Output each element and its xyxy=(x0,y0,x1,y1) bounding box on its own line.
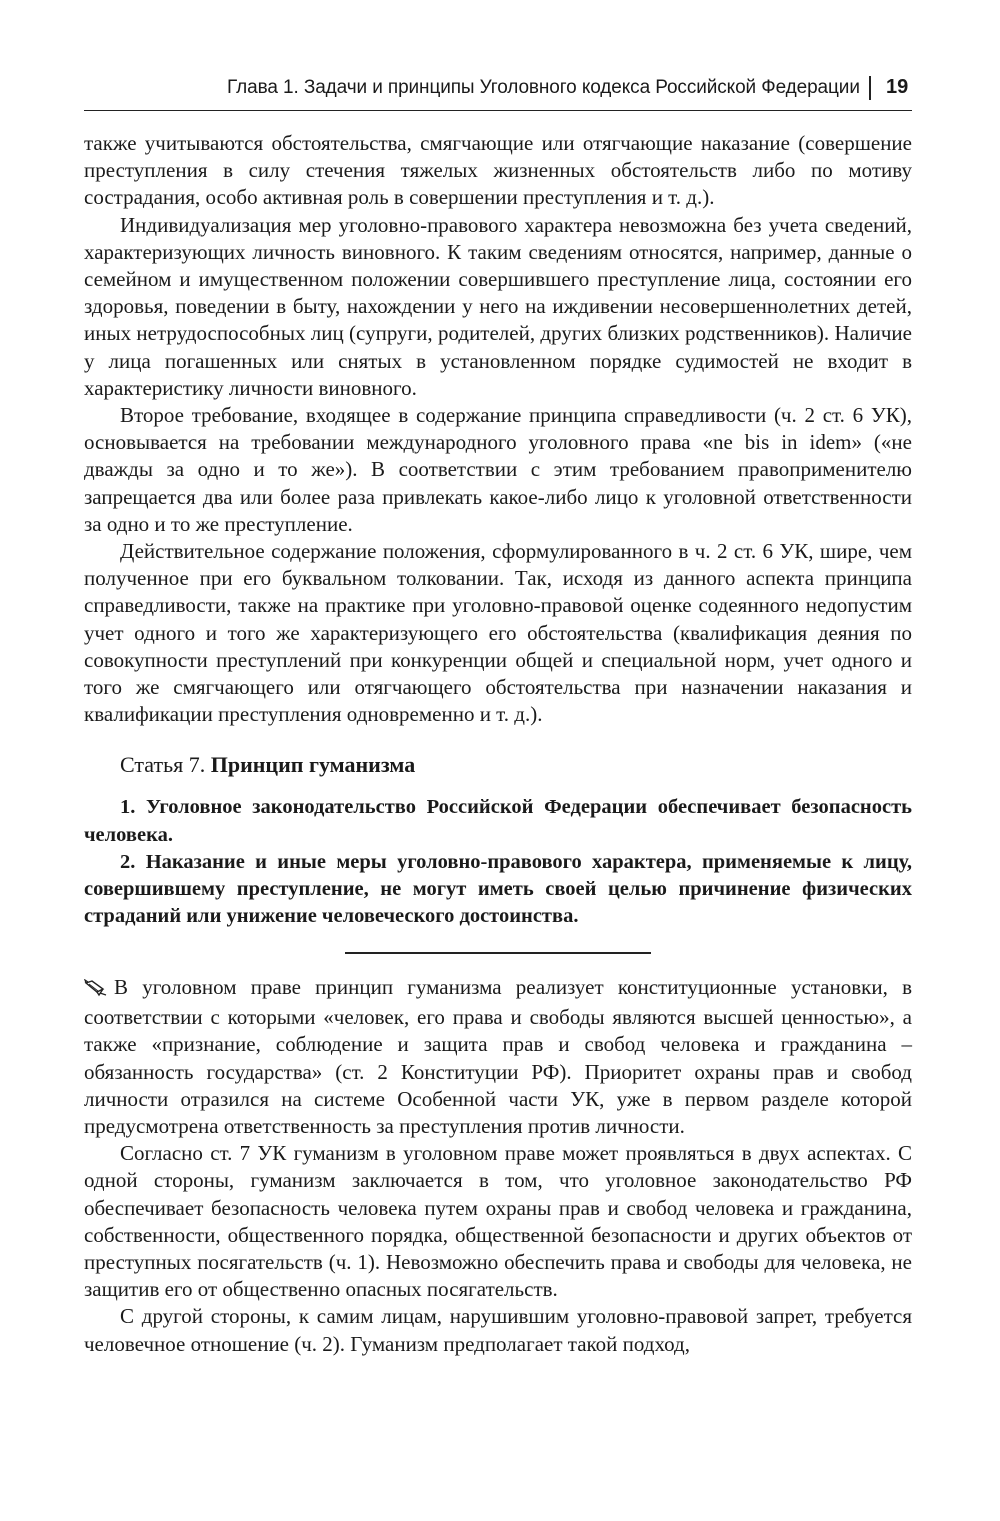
chapter-title: Глава 1. Задачи и принципы Уголовного кодекса Российской Федерации xyxy=(227,77,860,98)
pen-hand-icon xyxy=(84,977,114,1004)
commentary-text: В уголовном праве принцип гуманизма реализует конституционные установки, в соответствии с которыми «человек, его права и свободы являются высшей ценностью», а также «признание, соблюдение и защита прав и свобод человека и гражданина – обязанность государства» (ст. 2 Конституции РФ). Приоритет охраны прав и свобод личности отразился на системе Особенной части УК, уже в первом разделе которой предусмотрена ответственность за преступления против личности. xyxy=(84,974,912,1138)
article-heading xyxy=(120,750,912,780)
paragraph: также учитываются обстоятельства, смягчающие или отягчающие наказание (совершение преступления в силу стечения тяжелых жизненных обстоятельств либо по мотиву сострадания, особо активная роль в совершении преступления и т. д.). xyxy=(84,131,912,210)
article-title: Принцип гуманизма xyxy=(210,752,416,778)
commentary-paragraph: Согласно ст. 7 УК гуманизм в уголовном праве может проявляться в двух аспектах. С одной стороны, гуманизм заключается в том, что уголовное законодательство РФ обеспечивает безопасность человека путем охраны прав и свобод человека и гражданина, собственности, общественного порядка, общественной безопасности и других объектов от преступных посягательств (ч. 1). Невозможно обеспечить права и свободы для человека, не защитив его от общественно опасных посягательств. xyxy=(84,1141,912,1302)
page-body xyxy=(84,130,912,1358)
header-divider xyxy=(869,76,871,100)
running-header xyxy=(84,74,912,111)
paragraph: Индивидуализация мер уголовно-правового характера невозможна без учета сведений, характеризующих личность виновного. К таким сведениям относятся, например, данные о семейном и имущественном положении совершившего преступление лица, состоянии его здоровья, поведении в быту, нахождении у него на иждивении несовершеннолетних детей, иных нетрудоспособных лиц (супруги, родителей, других близких родственников). Наличие у лица погашенных или снятых в установленном порядке судимостей не входит в характеристику личности виновного. xyxy=(84,212,912,400)
page-number: 19 xyxy=(886,76,909,98)
article-clause: 2. Наказание и иные меры уголовно-правового характера, применяемые к лицу, совершившему преступление, не могут иметь своей целью причинение физических страданий или унижение человеческого достоинства. xyxy=(84,850,912,928)
article-text xyxy=(84,794,912,930)
article-label: Статья 7. xyxy=(120,752,206,778)
paragraph: Действительное содержание положения, сформулированного в ч. 2 ст. 6 УК, шире, чем полученное при его буквальном толковании. Так, исходя из данного аспекта принципа справедливости, также на практике при уголовно-правовой оценке содеянного недопустим учет одного и того же характеризующего его обстоятельства (квалификация деяния по совокупности преступлений при конкуренции общей и специальной норм, учет одного и того же смягчающего или отягчающего обстоятельства при назначении наказания и квалификации преступления одновременно и т. д.). xyxy=(84,539,912,727)
section-divider xyxy=(345,952,651,954)
commentary-paragraph: С другой стороны, к самим лицам, нарушившим уголовно-правовой запрет, требуется человечное отношение (ч. 2). Гуманизм предполагает такой подход, xyxy=(84,1304,912,1356)
paragraph: Второе требование, входящее в содержание принципа справедливости (ч. 2 ст. 6 УК), основывается на требовании международного уголовного права «ne bis in idem» («не дважды за одно и то же»). В соответствии с этим требованием правоприменителю запрещается два или более раза привлекать какое-либо лицо к уголовной ответственности за одно и то же преступление. xyxy=(84,403,912,536)
article-clause: 1. Уголовное законодательство Российской Федерации обеспечивает безопасность человека. xyxy=(84,796,912,846)
commentary-paragraph xyxy=(84,974,912,1140)
